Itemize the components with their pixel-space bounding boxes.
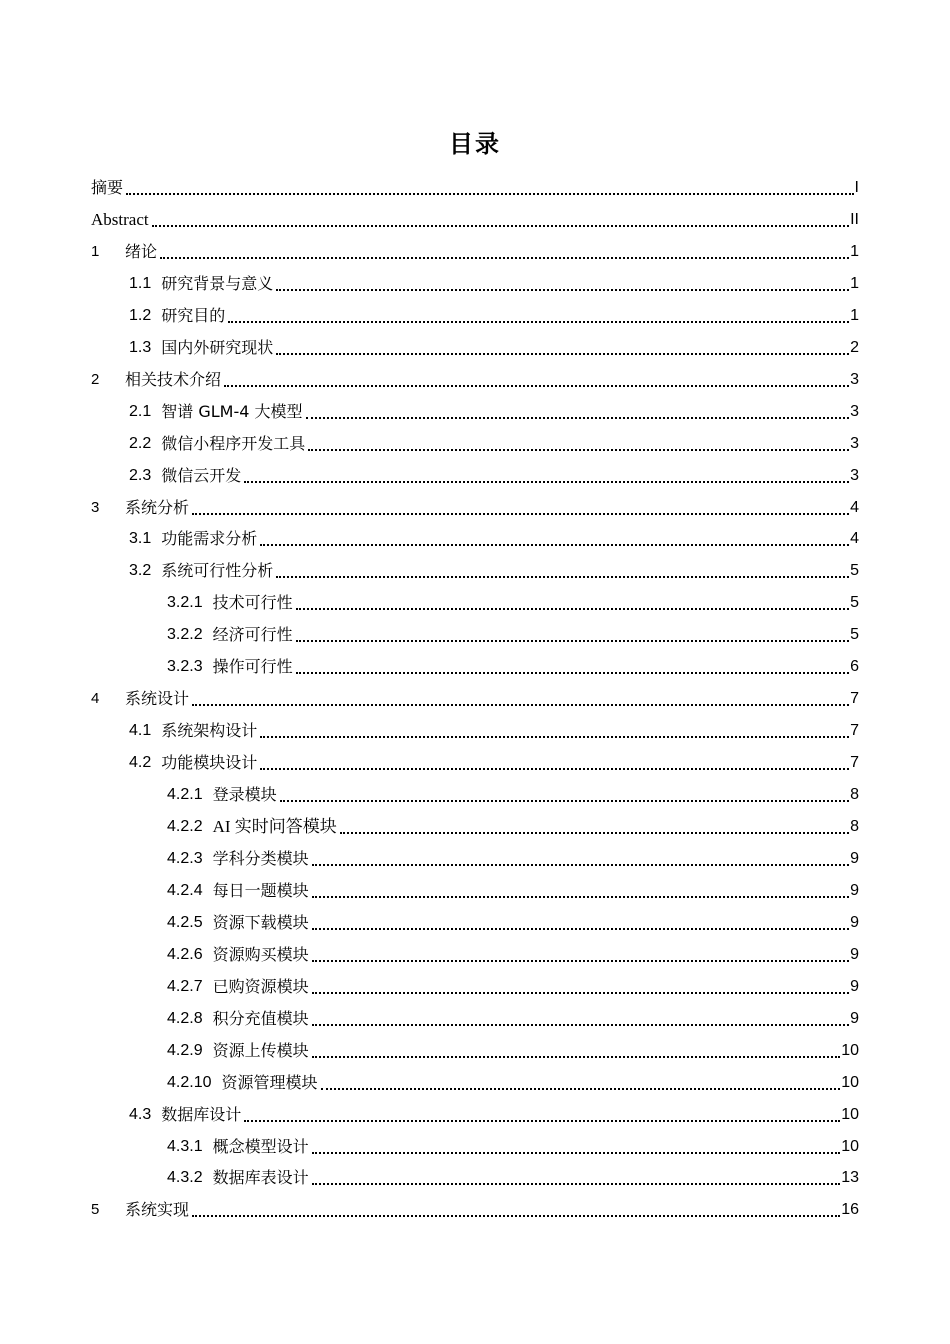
toc-entry-page-number: 2 [850,338,859,356]
toc-entry[interactable] [91,683,859,715]
toc-entry-title: 每日一题模块 [212,880,309,900]
toc-entry-title: Abstract [91,209,149,229]
dot-leader [244,466,849,486]
toc-entry[interactable] [91,1194,859,1226]
dot-leader [244,1105,840,1125]
toc-entry-title: 积分充值模块 [212,1008,309,1028]
toc-entry-page-number: 3 [850,466,859,484]
toc-entry-title: 操作可行性 [212,657,293,677]
dot-leader [312,1168,841,1188]
toc-entry[interactable] [167,875,859,907]
toc-entry-page-number: 1 [850,274,859,292]
toc-entry-title: 学科分类模块 [212,848,309,868]
dot-leader [160,242,849,262]
toc-entry-number: 4.2.6 [167,945,203,963]
toc-entry-title: AI 实时问答模块 [212,817,337,836]
toc-entry[interactable] [129,715,859,747]
dot-leader [340,817,849,837]
toc-entry[interactable] [167,1035,859,1067]
toc-entry-number: 3.2 [129,562,152,580]
toc-entry-page-number: 7 [850,690,859,708]
toc-entry-number: 1 [91,242,100,260]
dot-leader [312,1137,841,1157]
toc-entry-page-number: 10 [841,1105,859,1123]
toc-entry-page-number: 10 [841,1073,859,1091]
toc-entry[interactable] [167,971,859,1003]
toc-entry[interactable] [167,1131,859,1163]
dot-leader [192,498,849,518]
toc-entry-number: 4.1 [129,722,152,740]
toc-entry-page-number: 4 [850,498,859,516]
toc-entry-page-number: 9 [850,881,859,899]
toc-entry-title: 功能模块设计 [161,753,258,773]
toc-entry[interactable] [129,523,859,555]
toc-entry-number: 4 [91,690,100,708]
toc-entry[interactable] [91,364,859,396]
toc-entry-title: 智谱 GLM-4 大模型 [161,401,303,421]
toc-entry-title: 经济可行性 [212,625,293,645]
dot-leader [280,785,849,805]
toc-entry-title: 资源下载模块 [212,912,309,932]
toc-entry[interactable] [91,236,859,268]
toc-entry[interactable] [167,651,859,683]
toc-entry-title: 相关技术介绍 [125,369,222,389]
dot-leader [296,625,849,645]
toc-entry-number: 1.3 [129,338,152,356]
dot-leader [312,1041,841,1061]
dot-leader [296,593,849,613]
dot-leader [296,657,849,677]
toc-entry[interactable] [129,332,859,364]
toc-entry-number: 5 [91,1201,100,1219]
toc-entry-number: 2.3 [129,466,152,484]
toc-entry[interactable] [129,555,859,587]
dot-leader [312,1009,849,1029]
toc-entry-title: 功能需求分析 [161,529,258,549]
toc-entry[interactable] [129,747,859,779]
toc-entry-page-number: 5 [850,626,859,644]
toc-entry[interactable] [167,811,859,843]
toc-entry-number: 3.2.3 [167,658,203,676]
toc-entry-number: 3 [91,498,100,516]
toc-entry[interactable] [167,907,859,939]
dot-leader [224,370,849,390]
toc-entry-title: 微信云开发 [161,465,242,485]
toc-entry-title: 技术可行性 [212,593,293,613]
toc-entry-number: 1.1 [129,274,152,292]
toc-entry-title: 数据库表设计 [212,1168,309,1188]
toc-entry-page-number: 3 [850,370,859,388]
toc-entry-title: 系统分析 [125,497,190,517]
dot-leader [276,338,849,358]
toc-entry-page-number: 3 [850,402,859,420]
dot-leader [260,753,849,773]
dot-leader [312,913,849,933]
toc-entry-page-number: 10 [841,1041,859,1059]
toc-entry-title: 系统实现 [125,1200,190,1220]
toc-entry-title: 资源上传模块 [212,1040,309,1060]
toc-entry-number: 2 [91,370,100,388]
toc-entry-page-number: 9 [850,849,859,867]
toc-entry[interactable] [167,843,859,875]
toc-entry[interactable] [91,172,859,204]
dot-leader [260,721,849,741]
toc-entry-title: 数据库设计 [161,1104,242,1124]
toc-entry-title: 绪论 [125,241,158,261]
toc-entry-page-number: 5 [850,594,859,612]
toc-entry-title: 系统设计 [125,689,190,709]
toc-entry-number: 4.2.2 [167,818,203,835]
toc-entry[interactable] [91,204,859,236]
toc-entry-number: 2.2 [129,434,152,452]
dot-leader [260,529,849,549]
toc-entry-page-number: 3 [850,434,859,452]
toc-entry-number: 4.2.8 [167,1009,203,1027]
dot-leader [312,849,849,869]
toc-entry-number: 4.2.1 [167,786,203,804]
dot-leader [192,689,849,709]
dot-leader [228,306,849,326]
toc-entry-number: 4.2.3 [167,849,203,867]
dot-leader [306,402,850,422]
toc-entry-page-number: 6 [850,658,859,676]
toc-entry-title: 系统架构设计 [161,721,258,741]
dot-leader [276,274,849,294]
toc-entry-page-number: 9 [850,977,859,995]
toc-entry[interactable] [167,619,859,651]
toc-entry-number: 4.3 [129,1105,152,1123]
toc-entry[interactable] [129,396,859,428]
dot-leader [312,977,849,997]
toc-entry-title: 登录模块 [212,785,277,805]
dot-leader [308,434,849,454]
toc-entry-title: 已购资源模块 [212,976,309,996]
toc-entry-page-number: 9 [850,913,859,931]
toc-entry-page-number: 13 [841,1169,859,1187]
dot-leader [126,178,854,198]
toc-entry-page-number: 1 [850,242,859,260]
toc-entry-title: 系统可行性分析 [161,561,274,581]
toc-entry-title: 微信小程序开发工具 [161,433,306,453]
toc-entry-number: 3.2.2 [167,626,203,644]
toc-entry-title: 资源管理模块 [221,1072,318,1092]
toc-entry[interactable] [129,268,859,300]
toc-entry-title: 研究目的 [161,305,226,325]
toc-entry-page-number: 9 [850,1009,859,1027]
dot-leader [321,1073,841,1093]
toc-entry-number: 4.2.4 [167,881,203,899]
toc-entry-page-number: 1 [850,306,859,324]
toc-entry[interactable] [167,1003,859,1035]
toc-entry-page-number: 8 [850,818,859,835]
toc-entry-page-number: 5 [850,562,859,580]
toc-entry[interactable] [129,428,859,460]
dot-leader [192,1200,840,1220]
toc-entry-number: 4.2.5 [167,913,203,931]
toc-entry-page-number: 10 [841,1137,859,1155]
dot-leader [312,881,849,901]
toc-entry-number: 4.2.10 [167,1073,212,1091]
toc-entry[interactable] [129,460,859,492]
toc-entry-page-number: 7 [850,722,859,740]
toc-entry-number: 4.2.7 [167,977,203,995]
toc-entry-number: 1.2 [129,306,152,324]
toc-entry-page-number: 16 [841,1201,859,1219]
toc-entry[interactable] [167,1162,859,1194]
toc-entry-number: 2.1 [129,402,152,420]
toc-entry-number: 3.1 [129,530,152,548]
page-title: 目录 [449,130,501,158]
dot-leader [312,945,849,965]
toc-entry[interactable] [91,492,859,524]
toc-entry-page-number: 8 [850,786,859,804]
toc-entry-title: 摘要 [91,178,124,197]
toc-entry[interactable] [167,587,859,619]
toc-entry-page-number: 9 [850,945,859,963]
toc-entry-page-number: 7 [850,754,859,772]
toc-entry[interactable] [129,1099,859,1131]
toc-entry-title: 概念模型设计 [212,1136,309,1156]
toc-entry-number: 4.2 [129,754,152,772]
toc-entry-page-number: I [854,179,859,196]
toc-entry-number: 3.2.1 [167,594,203,612]
toc-entry-page-number: 4 [850,530,859,548]
toc-entry[interactable] [167,779,859,811]
toc-entry-title: 研究背景与意义 [161,273,274,293]
toc-entry[interactable] [167,1067,859,1099]
toc-entry[interactable] [129,300,859,332]
toc-entry-title: 资源购买模块 [212,944,309,964]
toc-entry-page-number: II [850,210,859,228]
toc-entry-title: 国内外研究现状 [161,337,274,357]
dot-leader [152,210,850,230]
toc-entry-number: 4.3.1 [167,1137,203,1155]
toc-entry-number: 4.2.9 [167,1041,203,1059]
toc-entry-number: 4.3.2 [167,1169,203,1187]
dot-leader [276,561,849,581]
toc-entry[interactable] [167,939,859,971]
